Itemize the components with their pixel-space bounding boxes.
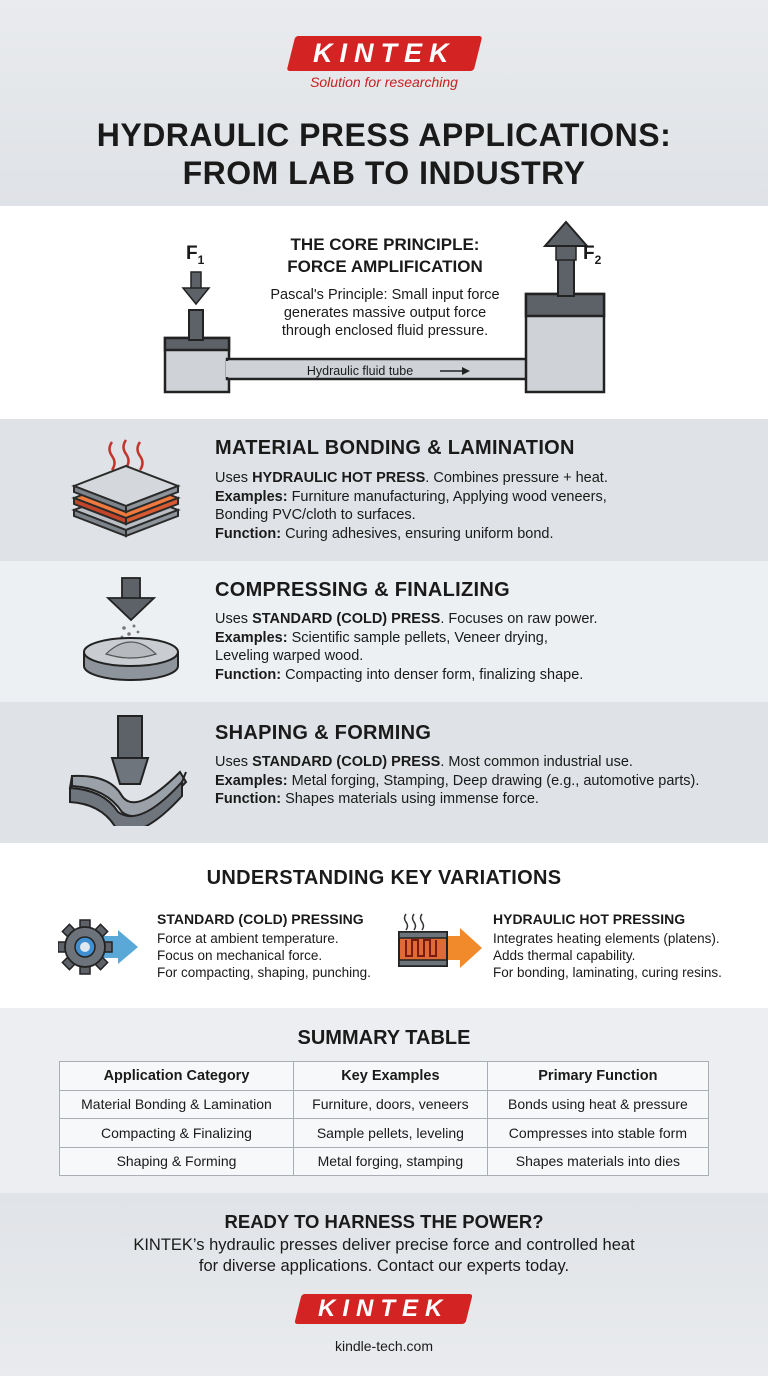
tube-label: Hydraulic fluid tube — [306, 364, 414, 378]
page-title — [0, 116, 768, 192]
f2-label: $F_2$ — [583, 243, 602, 267]
principle-title: THE CORE PRINCIPLE: FORCE AMPLIFICATION — [287, 235, 483, 276]
brand-logo — [0, 36, 768, 90]
summary-table — [59, 1061, 709, 1176]
table-cell: Bonds using heat & pressure — [487, 1090, 708, 1119]
principle-description: Pascal's Principle: Small input force generates massive output force through enclosed fluid pressure. — [270, 287, 500, 339]
table-row — [60, 1090, 709, 1119]
table-cell: Shaping & Forming — [60, 1147, 294, 1176]
layers-heat-icon — [68, 436, 184, 544]
cta-title: READY TO HARNESS THE POWER? — [224, 1211, 544, 1232]
application-details: Uses HYDRAULIC HOT PRESS. Combines pressure + heat. Examples: Furniture manufacturing, Applying wood veneers, Bonding PVC/cloth to surfaces. Function: Curing adhesives, ensuring uniform bond. — [215, 470, 608, 542]
page-title-line-2: FROM LAB TO INDUSTRY — [182, 155, 586, 191]
logo-tagline: Solution for researching — [310, 74, 458, 90]
application-title: SHAPING & FORMING — [215, 722, 432, 744]
powder-compress-icon — [76, 574, 186, 684]
footer-logo — [0, 1294, 768, 1324]
f1-label: $F_1$ — [186, 243, 205, 267]
application-title: COMPRESSING & FINALIZING — [215, 579, 510, 601]
application-details: Uses STANDARD (COLD) PRESS. Focuses on raw power. Examples: Scientific sample pellets, Veneer drying, Leveling warped wood. Function: Compacting into denser form, finalizing shape. — [215, 611, 598, 683]
table-cell: Compresses into stable form — [487, 1119, 708, 1148]
column-header: Key Examples — [293, 1062, 487, 1091]
hot-pressing-title: HYDRAULIC HOT PRESSING — [493, 911, 686, 927]
hot-pressing-details: Integrates heating elements (platens). Adds thermal capability. For bonding, laminating, curing resins. — [493, 931, 722, 980]
variations-heading: UNDERSTANDING KEY VARIATIONS — [206, 867, 562, 889]
column-header: Primary Function — [487, 1062, 708, 1091]
metal-forming-icon — [66, 712, 190, 826]
table-row — [60, 1119, 709, 1148]
table-cell: Compacting & Finalizing — [60, 1119, 294, 1148]
page-title-line-1: HYDRAULIC PRESS APPLICATIONS: — [96, 117, 672, 153]
cold-pressing-details: Force at ambient temperature. Focus on mechanical force. For compacting, shaping, punching. — [157, 931, 371, 980]
heater-icon — [396, 910, 490, 976]
footer-logo-wordmark: KINTEK — [295, 1294, 474, 1324]
summary-heading: SUMMARY TABLE — [297, 1027, 471, 1049]
table-cell: Furniture, doors, veneers — [293, 1090, 487, 1119]
table-cell: Shapes materials into dies — [487, 1147, 708, 1176]
table-cell: Sample pellets, leveling — [293, 1119, 487, 1148]
cta-text: KINTEK’s hydraulic presses deliver precise force and controlled heat for diverse applications. Contact our experts today. — [133, 1236, 635, 1275]
table-row — [60, 1147, 709, 1176]
input-force-arrow-icon — [183, 272, 209, 304]
website-link[interactable]: kindle-tech.com — [334, 1338, 434, 1354]
table-header-row — [60, 1062, 709, 1091]
table-cell: Material Bonding & Lamination — [60, 1090, 294, 1119]
logo-wordmark: KINTEK — [286, 36, 481, 71]
output-force-arrow-icon — [545, 222, 587, 260]
gear-icon — [58, 918, 154, 976]
column-header: Application Category — [60, 1062, 294, 1091]
cold-pressing-title: STANDARD (COLD) PRESSING — [157, 911, 364, 927]
application-details: Uses STANDARD (COLD) PRESS. Most common industrial use. Examples: Metal forging, Stamping, Deep drawing (e.g., automotive parts). Function: Shapes materials using immense force. — [215, 754, 700, 807]
table-cell: Metal forging, stamping — [293, 1147, 487, 1176]
application-title: MATERIAL BONDING & LAMINATION — [215, 437, 575, 459]
